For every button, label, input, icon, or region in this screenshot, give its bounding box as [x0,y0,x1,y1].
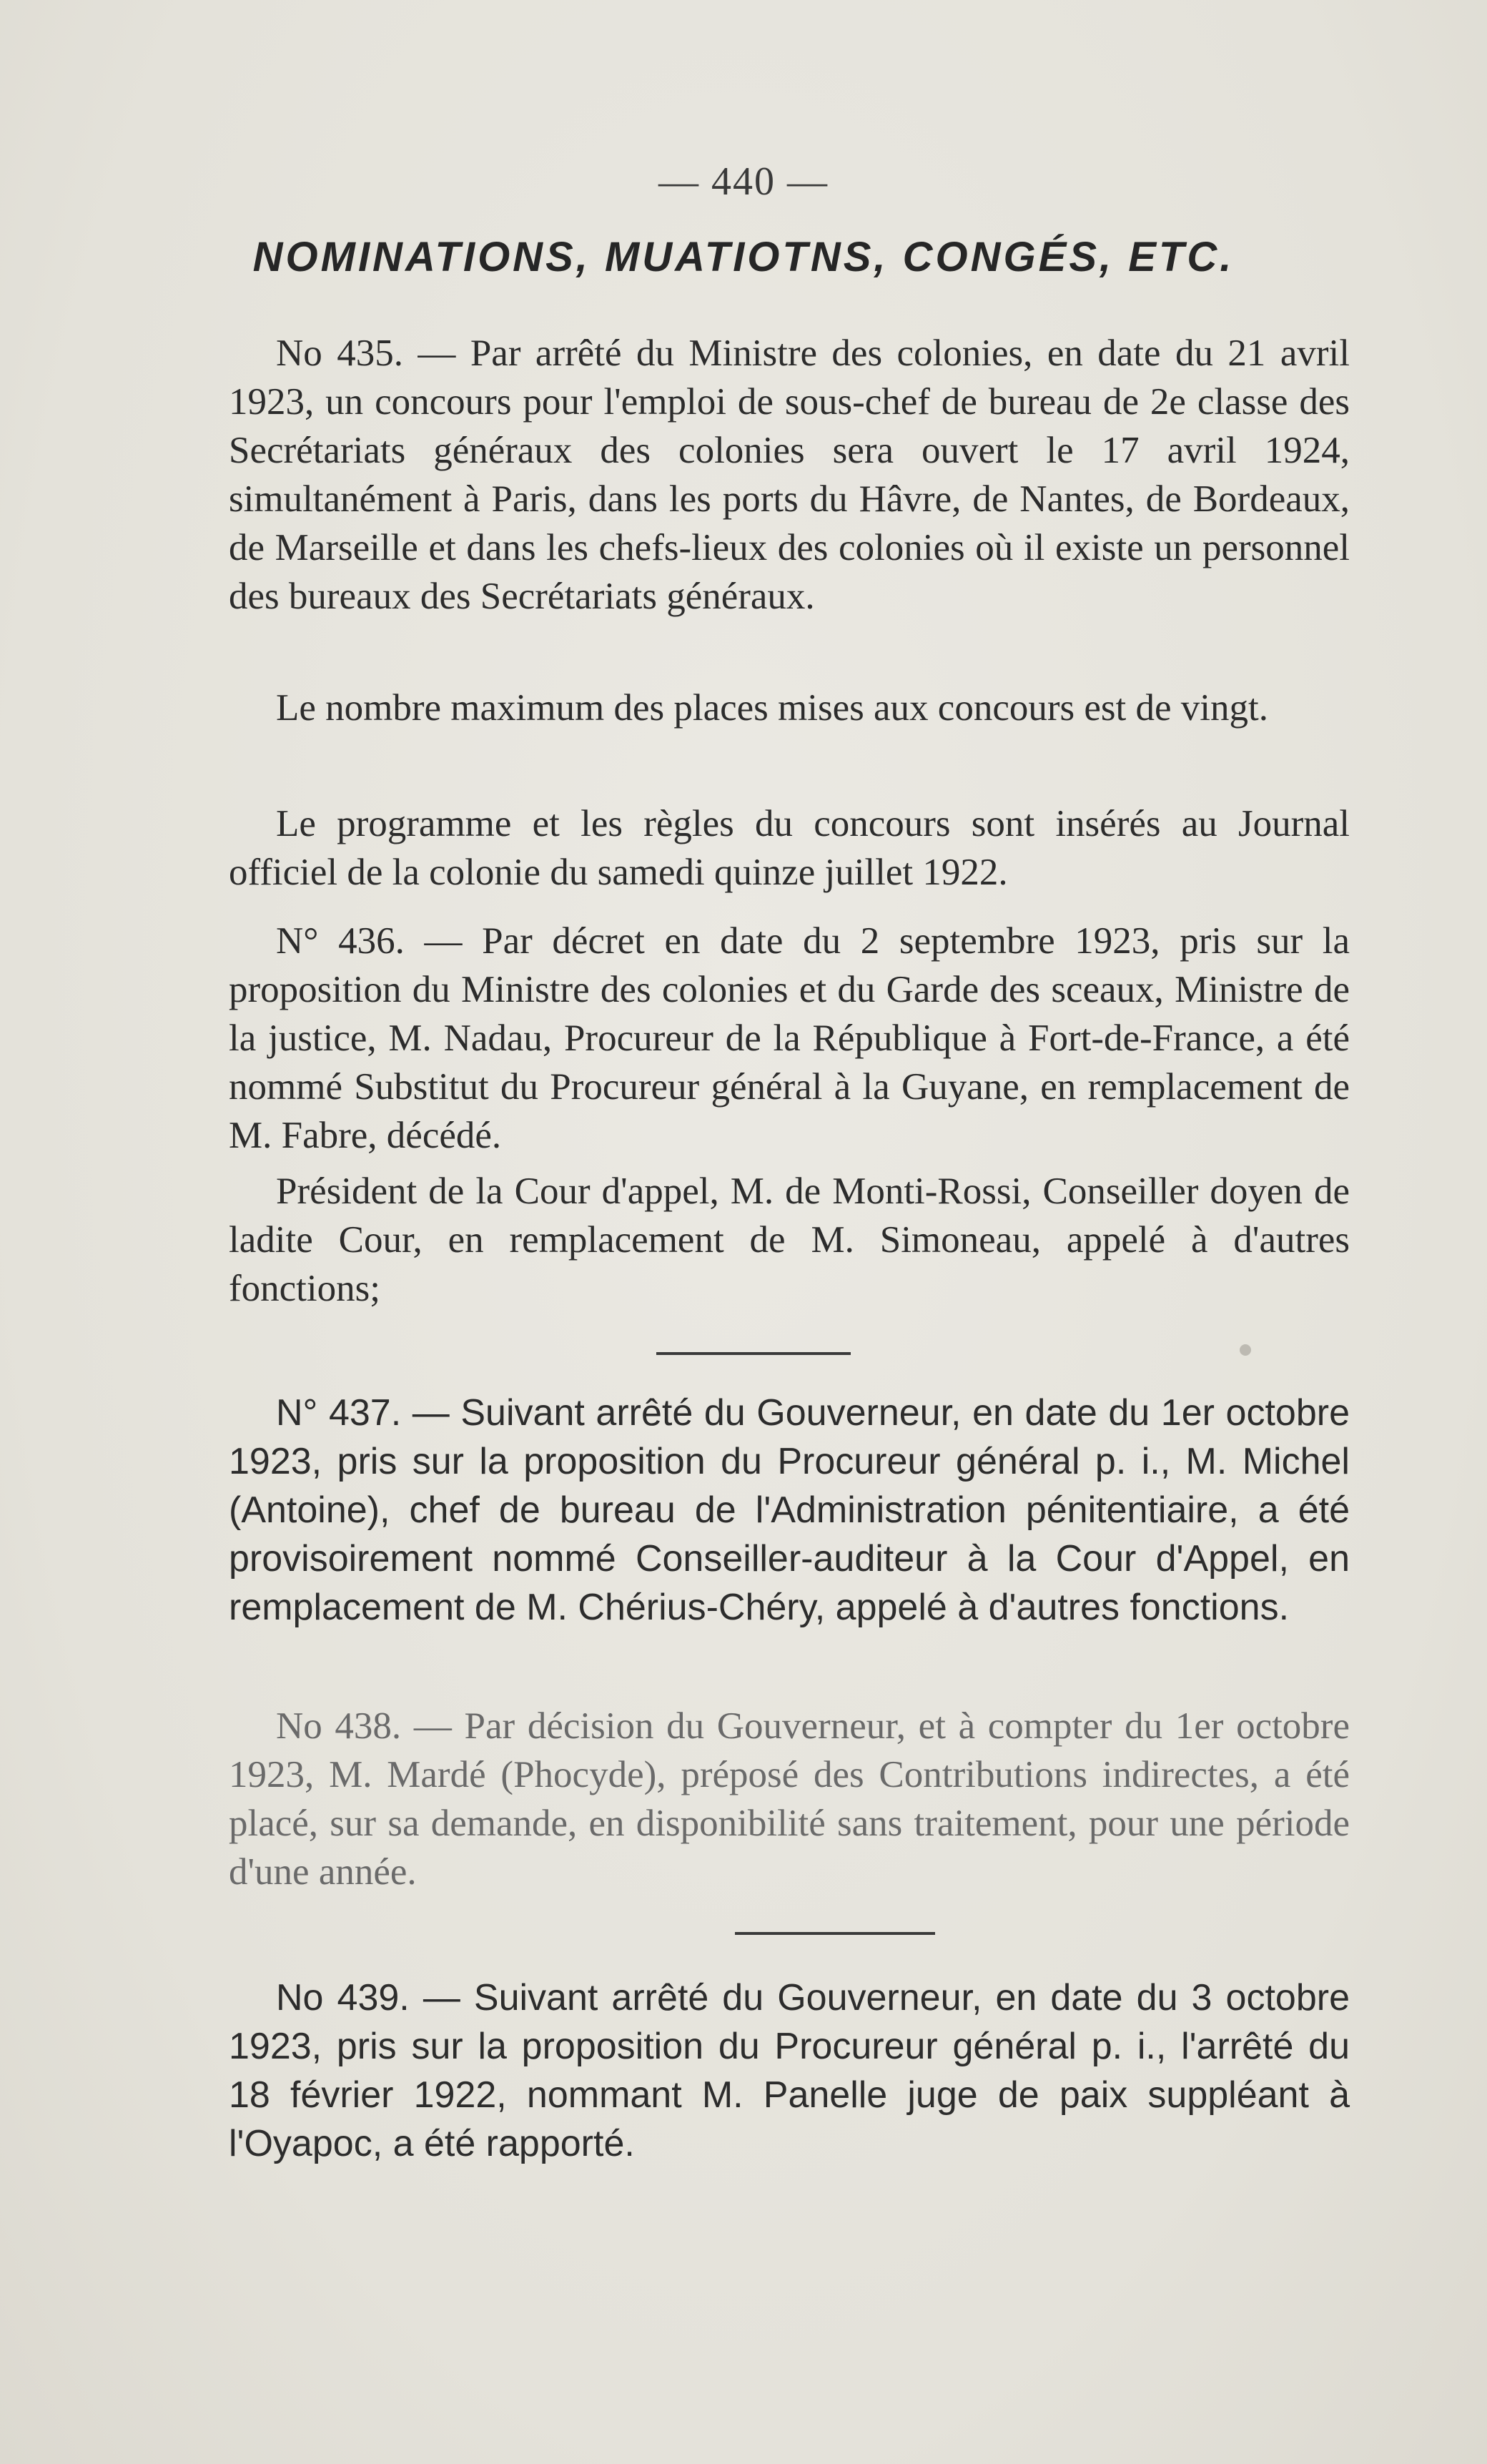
paragraph-programme: Le programme et les règles du concours sont insérés au Journal officiel de la colonie du samedi quinze juillet 1922. [229,803,1350,893]
paragraph-436: N° 436. — Par décret en date du 2 septembre 1923, pris sur la proposition du Ministre des colonies et du Garde des sceaux, Ministre de la justice, M. Nadau, Procureur de la République à Fort-de-France, a été nommé Substitut du Procureur général à la Guyane, en remplacement de M. Fabre, décédé. [229,920,1350,1156]
page-number: — 440 — [658,159,829,204]
separator-rule [656,1352,851,1355]
ink-spot [1240,1344,1251,1356]
paragraph-439: No 439. — Suivant arrêté du Gouverneur, en date du 3 octobre 1923, pris sur la proposition du Procureur général p. i., l'arrêté du 18 février 1922, nommant M. Panelle juge de paix suppléant à l'Oyapoc, a été rapporté. [229,1977,1350,2164]
separator-rule [735,1932,935,1935]
paragraph-president: Président de la Cour d'appel, M. de Monti-Rossi, Conseiller doyen de ladite Cour, en remplacement de M. Simoneau, appelé à d'autres fonctions; [229,1171,1350,1309]
paragraph-435: No 435. — Par arrêté du Ministre des colonies, en date du 21 avril 1923, un concours pour l'emploi de sous-chef de bureau de 2e classe des Secrétariats généraux des colonies sera ouvert le 17 avril 1924, simultanément à Paris, dans les ports du Hâvre, de Nantes, de Bordeaux, de Marseille et dans les chefs-lieux des colonies où il existe un personnel des bureaux des Secrétariats généraux. [229,332,1350,617]
paragraph-438: No 438. — Par décision du Gouverneur, et à compter du 1er octobre 1923, M. Mardé (Phocyde), préposé des Contributions indirectes, a été placé, sur sa demande, en disponibilité sans traitement, pour une période d'une année. [229,1705,1350,1893]
section-title: NOMINATIONS, MUATIOTNS, CONGÉS, ETC. [252,234,1235,280]
paragraph-437: N° 437. — Suivant arrêté du Gouverneur, en date du 1er octobre 1923, pris sur la proposition du Procureur général p. i., M. Michel (Antoine), chef de bureau de l'Administration pénitentiaire, a été provisoirement nommé Conseiller-auditeur à la Cour d'Appel, en remplacement de M. Chérius-Chéry, appelé à d'autres fonctions. [229,1392,1350,1628]
paragraph-places: Le nombre maximum des places mises aux concours est de vingt. [276,687,1268,729]
